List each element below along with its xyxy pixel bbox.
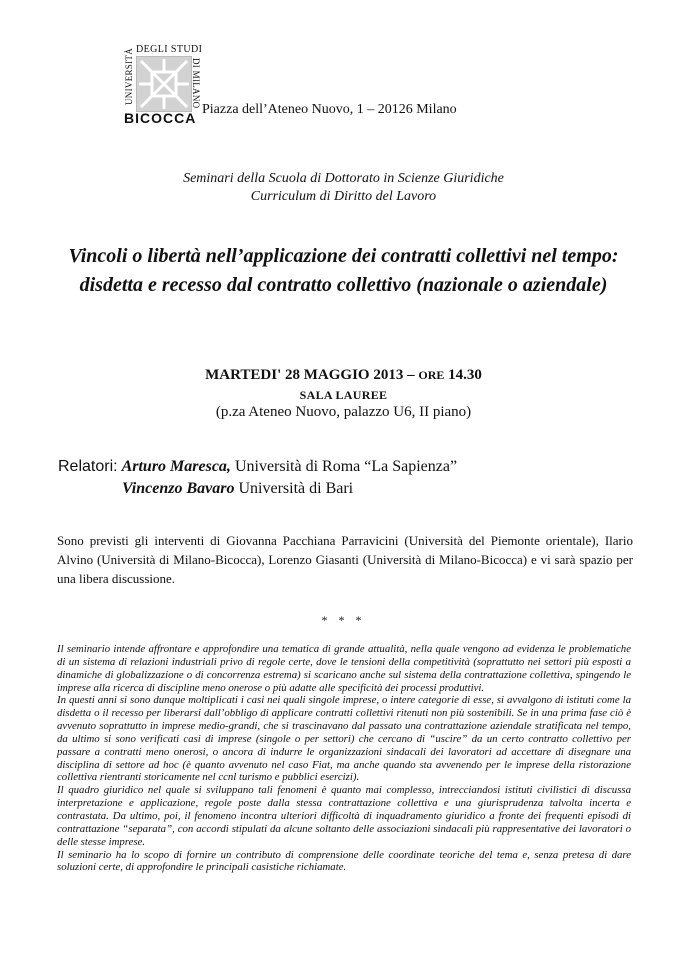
description-paragraph-3: Il quadro giuridico nel quale si sviluppano tali fenomeni è quanto mai complesso, intrecciandosi istituti civilistici di discussa interpretazione e applicazione, regole poste dalla stessa contrattazione collettiva e una giurisprudenza talvolta incerta e contrastata. Da ultimo, poi, il fenomeno incontra ulteriori difficoltà di inquadramento giuridico a fronte dei frequenti episodi di contrattazione “separata”, con accordi stipulati da alcune soltanto delle associazioni sindacali più rappresentative dei lavoratori o delle stesse imprese.	[57, 784, 631, 848]
seminar-series-subtitle: Seminari della Scuola di Dottorato in Scienze Giuridiche	[183, 171, 504, 186]
speaker-2-affiliation: Università di Bari	[238, 480, 354, 497]
event-location: (p.za Ateneo Nuovo, palazzo U6, II piano)	[215, 404, 472, 420]
event-time-prefix: ORE	[418, 368, 445, 382]
speaker-line-2	[122, 480, 353, 498]
logo-bicocca-text: BICOCCA	[124, 110, 197, 126]
event-time: 14.30	[448, 367, 482, 383]
logo-universita-text: UNIVERSITÀ	[124, 48, 134, 106]
event-date: MARTEDI' 28 MAGGIO 2013	[205, 367, 404, 383]
speaker-1-name: Arturo Maresca,	[121, 458, 231, 475]
description-paragraph-2: In questi anni si sono dunque moltiplicati i casi nei quali singole imprese, o intere categorie di esse, si avvalgono di istituti come la disdetta o il recesso per liberarsi dall’obbligo di applicare contratti collettivi ritenuti non più sostenibili. Se in una prima fase ciò è avvenuto soprattutto in imprese medio-grandi, che si trascinavano dal passato una contrattazione aziendale stratificata nel tempo, da ultimo si sono verificati casi di imprese (singole o per settori) che cercano di “uscire” da un certo contratto collettivo per passare a contratti meno onerosi, o ancora di indurre le organizzazioni sindacali dei lavoratori ad accettare di disegnare una disciplina di settore ad hoc (è quanto avvenuto nel caso Fiat, ma anche quando sta avvenendo per le imprese della ristorazione collettiva rientranti storicamente nel ccnl turismo e pubblici esercizi).	[57, 694, 631, 784]
university-address: Piazza dell’Ateneo Nuovo, 1 – 20126 Milano	[202, 102, 457, 117]
seminar-title: Vincoli o libertà nell’applicazione dei contratti collettivi nel tempo: disdetta e recesso dal contratto collettivo (nazionale o aziendale)	[68, 245, 619, 296]
speaker-2-name: Vincenzo Bavaro	[122, 480, 235, 497]
curriculum-subtitle: Curriculum di Diritto del Lavoro	[250, 189, 437, 204]
university-logo	[124, 44, 202, 124]
description-paragraph-4: Il seminario ha lo scopo di fornire un contributo di comprensione delle coordinate teoriche del tema e, senza pretesa di dare soluzioni certe, di approfondire le principali casistiche richiamate.	[57, 848, 631, 874]
seminar-description	[57, 643, 631, 874]
description-paragraph-1: Il seminario intende affrontare e approfondire una tematica di grande attualità, nella quale vengono ad evidenza le problematiche di un sistema di relazioni industriali privo di regole certe, dove le tensioni della competitività (soprattutto nei settori più esposti a dinamiche di globalizzazione o di concorrenza estrema) si scaricano anche sul sistema della contrattazione collettiva, spingendo le imprese alla ricerca di discipline meno onerose o più adatte alle specificità dei processi produttivi.	[57, 643, 631, 694]
logo-degli-studi-text: DEGLI STUDI	[136, 44, 203, 55]
speakers-label: Relatori:	[58, 458, 118, 475]
speaker-1-affiliation: Università di Roma “La Sapienza”	[234, 458, 458, 475]
event-date-time: MARTEDI' 28 MAGGIO 2013 – ORE 14.30	[205, 367, 482, 383]
section-separator: * * *	[321, 613, 366, 627]
logo-di-milano-text: DI MILANO	[191, 57, 201, 109]
intro-paragraph: Sono previsti gli interventi di Giovanna Pacchiana Parravicini (Università del Piemonte orientale), Ilario Alvino (Università di Milano-Bicocca), Lorenzo Giasanti (Università di Milano-Bicocca) e vi sarà spazio per una libera discussione.	[57, 533, 633, 586]
speaker-line-1	[58, 458, 457, 476]
event-room: SALA LAUREE	[299, 388, 388, 402]
logo-emblem-icon	[136, 56, 192, 112]
